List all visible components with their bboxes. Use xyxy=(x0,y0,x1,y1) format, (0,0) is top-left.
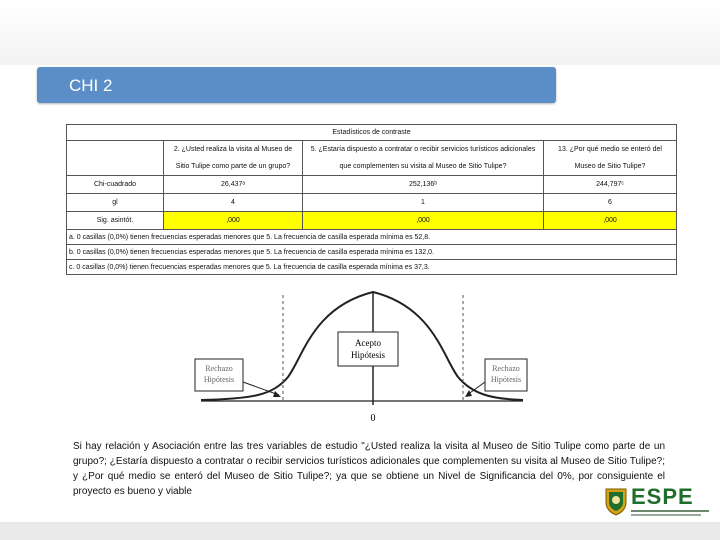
arrow-right-head xyxy=(465,390,472,397)
header-empty-cell xyxy=(67,141,164,176)
table-footnote-b: b. 0 casillas (0,0%) tienen frecuencias esperadas menores que 5. La frecuencia de casilla esperada mínima es 132,0. xyxy=(67,245,677,260)
highlighted-cell: ,000 xyxy=(544,212,677,230)
hypothesis-distribution-figure xyxy=(193,287,528,427)
column-header-3-line1: 13. ¿Por qué medio se enteró del xyxy=(544,141,677,159)
espe-crest-icon xyxy=(604,486,628,516)
table-row xyxy=(67,176,677,194)
table-footnote-c: c. 0 casillas (0,0%) tienen frecuencias esperadas menores que 5. La frecuencia de casilla esperada mínima es 37,3. xyxy=(67,260,677,275)
table-cell: 6 xyxy=(544,194,677,212)
accept-label-line2: Hipótesis xyxy=(350,350,386,360)
conclusion-text: Si hay relación y Asociación entre las tres variables de estudio "¿Usted realiza la visita al Museo de Sitio Tulipe como parte de un grupo?; ¿Estaría dispuesto a contratar o recibir servicios turísticos adicionales que complementen su visita al Museo de Sitio Tulipe?; y ¿Por qué medio se enteró del Museo de Sitio Tulipe?; ya que se obtiene un Nivel de Significancia del 0%, por consiguiente el proyecto es bueno y viable xyxy=(73,441,665,497)
column-header-3-line2: Museo de Sitio Tulipe? xyxy=(544,158,677,176)
column-header-2-line1: 5. ¿Estaría dispuesto a contratar o recibir servicios turísticos adicionales xyxy=(303,141,544,159)
reject-left-label-line2: Hipótesis xyxy=(203,375,235,384)
table-row xyxy=(67,194,677,212)
reject-right-label-line1: Rechazo xyxy=(492,364,520,373)
espe-logo-text: ESPE xyxy=(631,484,694,509)
axis-zero-label: 0 xyxy=(370,413,376,424)
column-header-1-line2: Sitio Tulipe como parte de un grupo? xyxy=(164,158,303,176)
table-caption: Estadísticos de contraste xyxy=(67,125,677,141)
accept-label-line1: Acepto xyxy=(355,338,381,348)
column-header-2-line2: que complementen su visita al Museo de Sitio Tulipe? xyxy=(303,158,544,176)
footer-strip xyxy=(0,522,720,540)
reject-right-label-line2: Hipótesis xyxy=(490,375,522,384)
stats-table xyxy=(66,124,677,275)
row-label-sig: Sig. asintót. xyxy=(67,212,164,230)
logo-subtitle-lines xyxy=(631,509,709,519)
table-row xyxy=(67,212,677,230)
reject-left-label-line1: Rechazo xyxy=(205,364,233,373)
table-cell: 252,136ᵇ xyxy=(303,176,544,194)
table-cell: 244,797ᶜ xyxy=(544,176,677,194)
table-footnote-a: a. 0 casillas (0,0%) tienen frecuencias esperadas menores que 5. La frecuencia de casilla esperada mínima es 52,8. xyxy=(67,230,677,245)
row-label-gl: gl xyxy=(67,194,164,212)
arrow-left-head xyxy=(273,391,281,397)
column-header-1-line1: 2. ¿Usted realiza la visita al Museo de xyxy=(164,141,303,159)
table-cell: 4 xyxy=(164,194,303,212)
highlighted-cell: ,000 xyxy=(164,212,303,230)
slide-title-bar xyxy=(37,67,556,103)
espe-logo xyxy=(604,484,708,522)
header-band xyxy=(0,0,720,65)
row-label-chi-cuadrado: Chi-cuadrado xyxy=(67,176,164,194)
table-cell: 1 xyxy=(303,194,544,212)
highlighted-cell: ,000 xyxy=(303,212,544,230)
slide-title: CHI 2 xyxy=(69,76,113,95)
table-cell: 26,437ᵃ xyxy=(164,176,303,194)
